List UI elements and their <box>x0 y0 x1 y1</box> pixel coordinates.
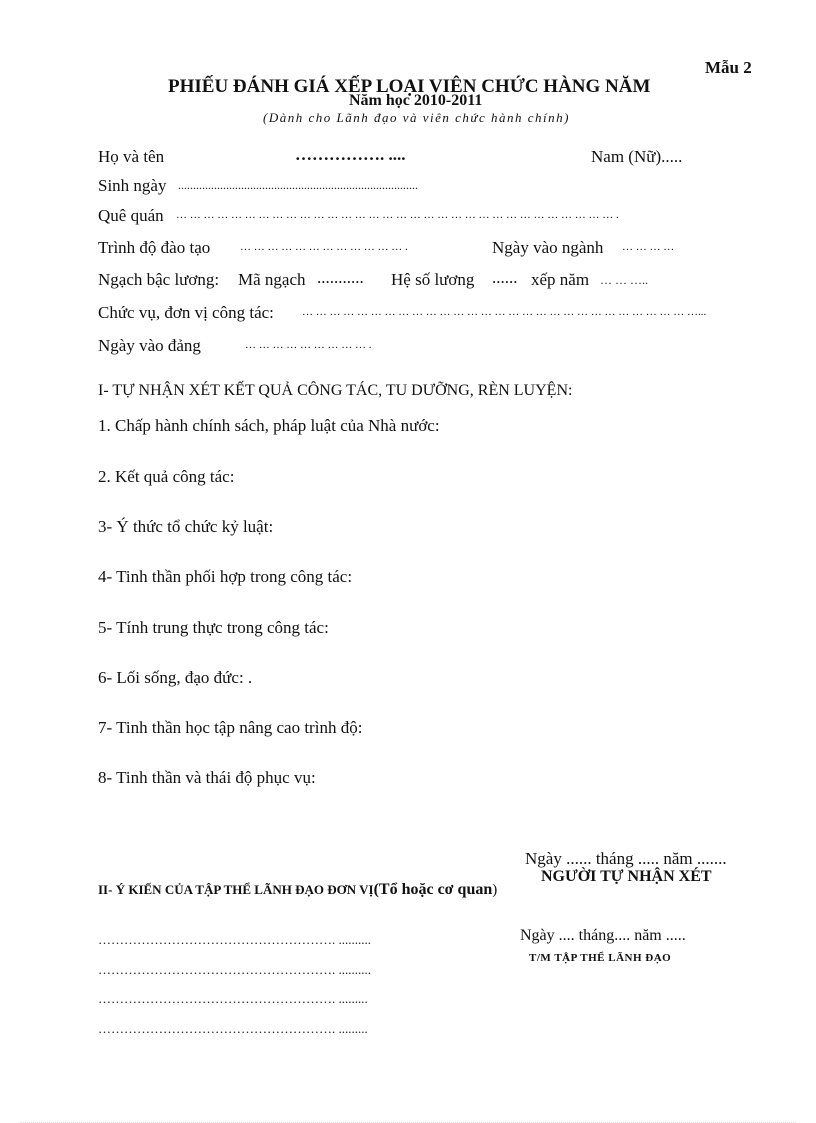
salary-label: Ngạch bậc lương: <box>98 270 220 289</box>
form-audience: (Dành cho Lãnh đạo và viên chức hành chính) <box>263 110 570 125</box>
opinion-line[interactable]: ………………………………………………. .......... <box>98 962 371 977</box>
year-field[interactable]: … … ….. <box>600 273 648 287</box>
position-field[interactable]: … … … … … … … … … … … … … … … … … … … … … … … … … … … … …... <box>302 306 707 318</box>
opinion-line[interactable]: ………………………………………………. .......... <box>98 932 371 947</box>
rank-code-field[interactable]: ........... <box>317 268 364 287</box>
criterion-item: 3- Ý thức tổ chức kỷ luật: <box>98 517 274 536</box>
criterion-item: 5- Tính trung thực trong công tác: <box>98 618 329 637</box>
section2-heading-text: II- Ý KIẾN CỦA TẬP THỂ LÃNH ĐẠO ĐƠN VỊ <box>98 882 374 897</box>
section2-heading-suffix: (Tổ hoặc cơ quan <box>373 881 493 898</box>
school-year: Năm học 2010-2011 <box>349 92 483 109</box>
criterion-item: 1. Chấp hành chính sách, pháp luật của Nhà nước: <box>98 416 440 435</box>
rank-code-label: Mã ngạch <box>238 270 306 289</box>
education-field[interactable]: … … … … … … … … … … … … . <box>240 241 408 253</box>
party-date-label: Ngày vào đảng <box>98 336 201 355</box>
join-sector-label: Ngày vào ngành <box>492 238 604 257</box>
join-sector-field[interactable]: … … … … <box>622 241 675 253</box>
coefficient-label: Hệ số lương <box>391 270 475 289</box>
gender-field[interactable]: Nam (Nữ)..... <box>591 147 683 166</box>
form-code: Mẫu 2 <box>705 58 752 77</box>
dob-label: Sinh ngày <box>98 176 167 195</box>
hometown-label: Quê quán <box>98 206 164 225</box>
criterion-item: 6- Lối sống, đạo đức: . <box>98 668 253 687</box>
opinion-line[interactable]: ………………………………………………. ......... <box>98 1021 368 1036</box>
name-field[interactable]: ……………. .... <box>295 145 406 164</box>
criterion-item: 8- Tinh thần và thái độ phục vụ: <box>98 768 316 787</box>
criterion-item: 7- Tinh thần học tập nâng cao trình độ: <box>98 718 363 737</box>
form-title: PHIẾU ĐÁNH GIÁ XẾP LOẠI VIÊN CHỨC HÀNG NĂM <box>168 76 651 97</box>
section1-heading: I- TỰ NHẬN XÉT KẾT QUẢ CÔNG TÁC, TU DƯỠNG, RÈN LUYỆN: <box>98 382 573 399</box>
name-label: Họ và tên <box>98 147 165 166</box>
criterion-item: 4- Tinh thần phối hợp trong công tác: <box>98 567 353 586</box>
section2-heading <box>98 881 497 899</box>
hometown-field[interactable]: … … … … … … … … … … … … … … … … … … … … … … … … … … … … … … … … . <box>176 209 619 221</box>
party-date-field[interactable]: … … … … … … … … … . <box>245 339 372 351</box>
year-label: xếp năm <box>531 270 590 289</box>
criterion-item: 2. Kết quả công tác: <box>98 467 235 486</box>
opinion-line[interactable]: ………………………………………………. ......... <box>98 991 368 1006</box>
self-review-date[interactable]: Ngày ...... tháng ..... năm ....... <box>525 849 727 868</box>
education-label: Trình độ đào tạo <box>98 238 211 257</box>
coefficient-field[interactable]: ...... <box>492 268 518 287</box>
section2-heading-close: ) <box>492 882 498 898</box>
self-review-signer: NGƯỜI TỰ NHẬN XÉT <box>541 868 712 885</box>
dob-field[interactable]: ................................................................................ <box>178 178 418 192</box>
leadership-signer: T/M TẬP THỂ LÃNH ĐẠO <box>529 952 672 964</box>
leadership-date[interactable]: Ngày .... tháng.... năm ..... <box>520 927 686 944</box>
position-label: Chức vụ, đơn vị công tác: <box>98 303 274 322</box>
